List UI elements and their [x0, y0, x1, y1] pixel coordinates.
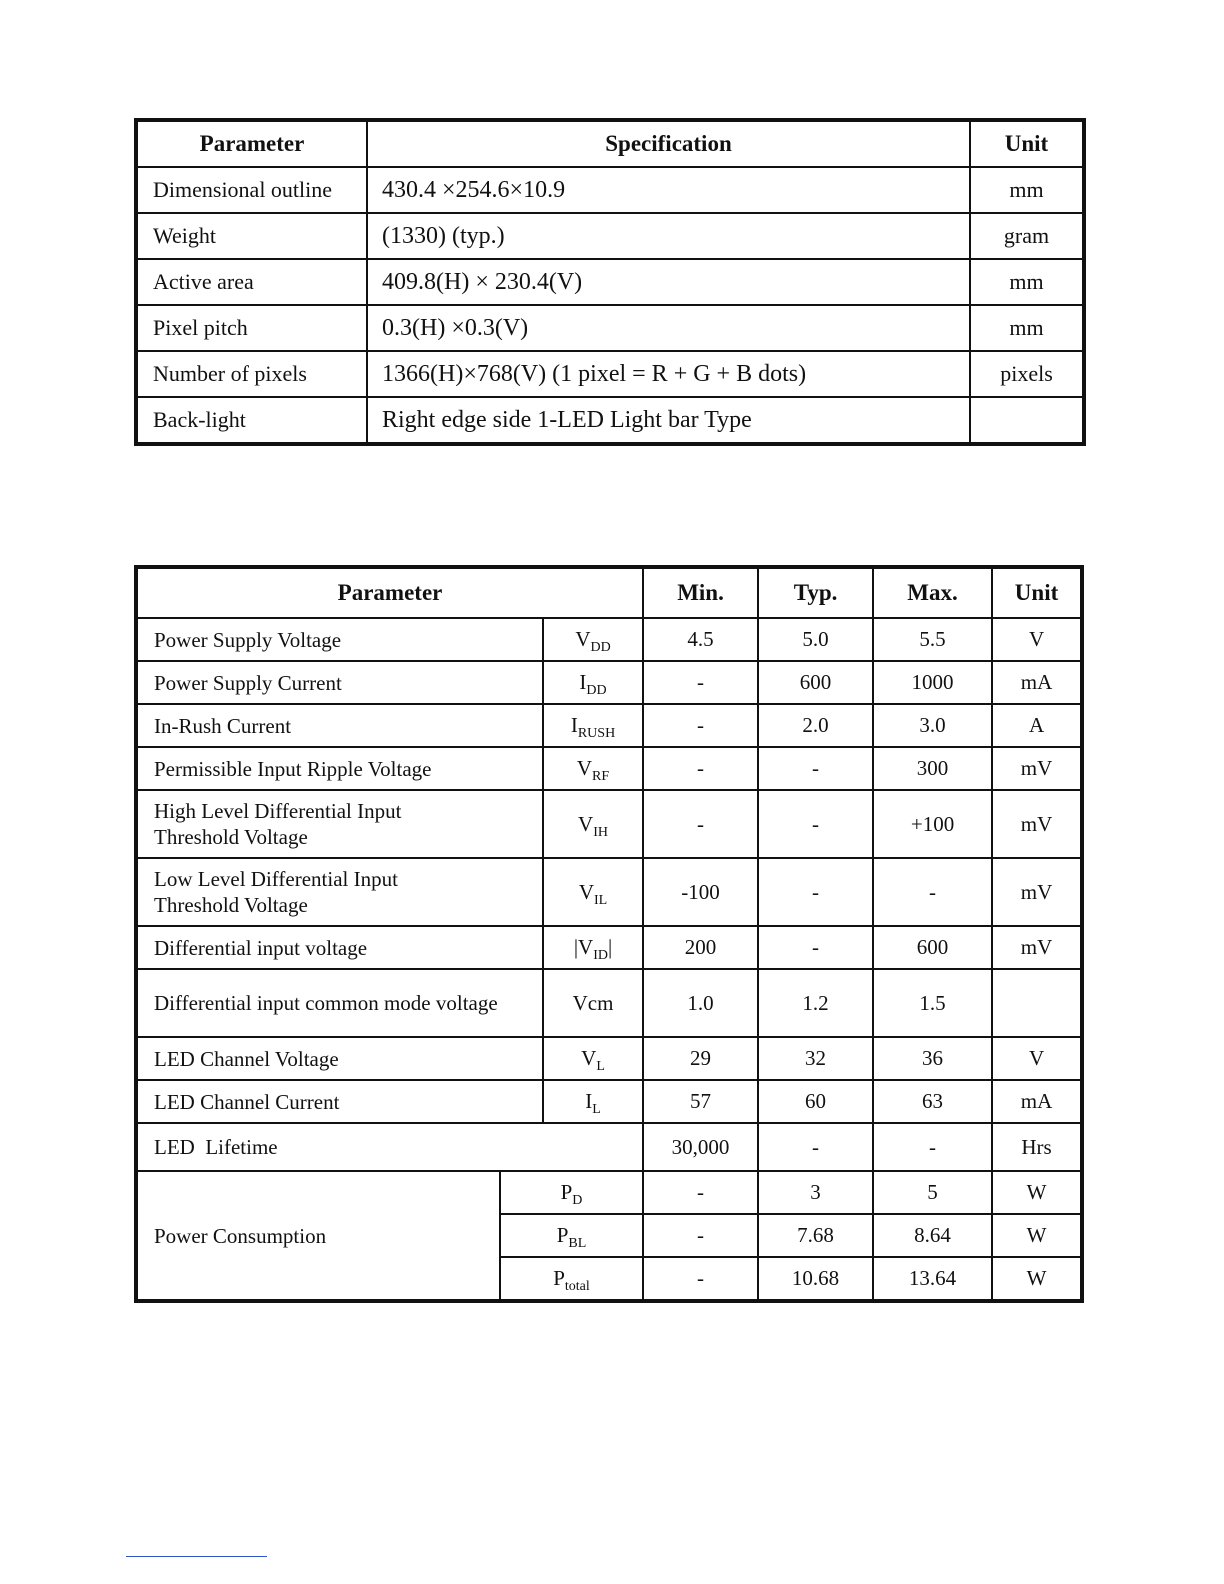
typ-cell: 600: [758, 661, 873, 704]
min-cell: 4.5: [643, 618, 758, 661]
symbol: V: [576, 756, 593, 780]
symbol: V: [578, 879, 594, 904]
typ-cell: -: [758, 790, 873, 858]
unit-cell: mV: [992, 858, 1082, 926]
typ-cell: 60: [758, 1080, 873, 1123]
max-cell: 36: [873, 1037, 992, 1080]
column-header: Unit: [992, 567, 1082, 618]
symbol: I: [570, 713, 578, 737]
parameter-cell: [136, 790, 543, 858]
specification-cell: 430.4 ×254.6×10.9: [367, 167, 970, 213]
unit-cell: W: [992, 1171, 1082, 1214]
min-cell: -: [643, 661, 758, 704]
symbol-cell: [543, 926, 643, 969]
parameter-cell: Active area: [136, 259, 367, 305]
symbol: P: [556, 1223, 569, 1247]
unit-cell: gram: [970, 213, 1084, 259]
max-cell: -: [873, 1123, 992, 1171]
spec-table: [134, 118, 1086, 446]
symbol: |: [607, 935, 613, 959]
typ-cell: 5.0: [758, 618, 873, 661]
min-cell: -: [643, 1171, 758, 1214]
table-row: [136, 1171, 1082, 1214]
symbol: P: [560, 1180, 573, 1204]
min-cell: 1.0: [643, 969, 758, 1037]
table-row: [136, 305, 1084, 351]
symbol-subscript: IH: [593, 824, 608, 840]
parameter-line: High Level Differential Input: [154, 799, 402, 823]
min-cell: -: [643, 790, 758, 858]
symbol: P: [553, 1266, 565, 1290]
parameter-cell: Differential input voltage: [136, 926, 543, 969]
specification-cell: 0.3(H) ×0.3(V): [367, 305, 970, 351]
symbol-cell: [543, 790, 643, 858]
min-cell: 200: [643, 926, 758, 969]
typ-cell: 7.68: [758, 1214, 873, 1257]
symbol-subscript: RUSH: [577, 726, 616, 741]
symbol-cell: [543, 1037, 643, 1080]
symbol-subscript: L: [596, 1059, 605, 1074]
unit-cell: A: [992, 704, 1082, 747]
min-cell: -: [643, 704, 758, 747]
table-row: [136, 618, 1082, 661]
symbol: V: [575, 627, 591, 651]
max-cell: -: [873, 858, 992, 926]
symbol-cell: [500, 1214, 643, 1257]
column-header: Specification: [367, 120, 970, 167]
symbol-cell: [500, 1171, 643, 1214]
unit-cell: [970, 397, 1084, 444]
symbol-subscript: BL: [568, 1236, 587, 1251]
parameter-cell: Power Supply Voltage: [136, 618, 543, 661]
unit-cell: mm: [970, 167, 1084, 213]
unit-cell: Hrs: [992, 1123, 1082, 1171]
unit-cell: W: [992, 1214, 1082, 1257]
unit-cell: mA: [992, 661, 1082, 704]
max-cell: 300: [873, 747, 992, 790]
unit-cell: [992, 969, 1082, 1037]
typ-cell: -: [758, 747, 873, 790]
parameter-cell: Weight: [136, 213, 367, 259]
symbol: V: [581, 1046, 597, 1070]
symbol-subscript: D: [572, 1193, 583, 1208]
unit-cell: pixels: [970, 351, 1084, 397]
parameter-cell: Back-light: [136, 397, 367, 444]
typ-cell: 10.68: [758, 1257, 873, 1301]
unit-cell: V: [992, 1037, 1082, 1080]
max-cell: 13.64: [873, 1257, 992, 1301]
electrical-table: [134, 565, 1084, 1303]
table-row: [136, 704, 1082, 747]
symbol: I: [579, 670, 587, 694]
typ-cell: -: [758, 858, 873, 926]
parameter-line: Low Level Differential Input: [154, 867, 398, 891]
parameter-cell: Permissible Input Ripple Voltage: [136, 747, 543, 790]
max-cell: 1000: [873, 661, 992, 704]
unit-cell: mV: [992, 747, 1082, 790]
specification-cell: (1330) (typ.): [367, 213, 970, 259]
symbol-subscript: ID: [593, 948, 608, 963]
parameter-line: Threshold Voltage: [154, 825, 308, 849]
parameter-cell: Pixel pitch: [136, 305, 367, 351]
column-header: Typ.: [758, 567, 873, 618]
unit-cell: W: [992, 1257, 1082, 1301]
parameter-cell: Differential input common mode voltage: [136, 969, 543, 1037]
table-row: [136, 1123, 1082, 1171]
symbol-subscript: DD: [590, 640, 611, 655]
parameter-cell: Power Consumption: [136, 1171, 500, 1301]
symbol-cell: [543, 858, 643, 926]
max-cell: 5.5: [873, 618, 992, 661]
min-cell: 30,000: [643, 1123, 758, 1171]
specification-cell: 409.8(H) × 230.4(V): [367, 259, 970, 305]
max-cell: +100: [873, 790, 992, 858]
symbol-subscript: IL: [593, 892, 608, 908]
min-cell: -100: [643, 858, 758, 926]
symbol-subscript: DD: [586, 683, 607, 698]
table-row: [136, 1080, 1082, 1123]
symbol-cell: [543, 618, 643, 661]
parameter-cell: Power Supply Current: [136, 661, 543, 704]
max-cell: 1.5: [873, 969, 992, 1037]
typ-cell: -: [758, 926, 873, 969]
unit-cell: mm: [970, 305, 1084, 351]
table-row: [136, 969, 1082, 1037]
symbol: |V: [573, 935, 594, 959]
footnote-separator: [126, 1556, 267, 1557]
symbol: V: [578, 811, 594, 836]
column-header: Min.: [643, 567, 758, 618]
symbol-subscript: L: [592, 1102, 601, 1117]
typ-cell: 2.0: [758, 704, 873, 747]
parameter-cell: LED Channel Voltage: [136, 1037, 543, 1080]
specification-cell: Right edge side 1-LED Light bar Type: [367, 397, 970, 444]
symbol-cell: [543, 1080, 643, 1123]
symbol-cell: [543, 747, 643, 790]
symbol: I: [585, 1089, 593, 1113]
min-cell: 57: [643, 1080, 758, 1123]
parameter-line: Threshold Voltage: [154, 893, 308, 917]
table-row: [136, 167, 1084, 213]
parameter-cell: LED Lifetime: [136, 1123, 643, 1171]
min-cell: -: [643, 747, 758, 790]
table-row: [136, 351, 1084, 397]
table-header-row: [136, 567, 1082, 618]
symbol-cell: [500, 1257, 643, 1301]
table-header-row: [136, 120, 1084, 167]
table-row: [136, 259, 1084, 305]
table-row: [136, 926, 1082, 969]
table-row: [136, 661, 1082, 704]
parameter-cell: LED Channel Current: [136, 1080, 543, 1123]
symbol-subscript: RF: [592, 769, 610, 784]
max-cell: 3.0: [873, 704, 992, 747]
typ-cell: 1.2: [758, 969, 873, 1037]
typ-cell: 32: [758, 1037, 873, 1080]
typ-cell: -: [758, 1123, 873, 1171]
column-header: Parameter: [136, 567, 643, 618]
min-cell: -: [643, 1214, 758, 1257]
table-row: [136, 747, 1082, 790]
table-row: [136, 858, 1082, 926]
symbol-cell: Vcm: [543, 969, 643, 1037]
column-header: Max.: [873, 567, 992, 618]
max-cell: 600: [873, 926, 992, 969]
specification-cell: 1366(H)×768(V) (1 pixel = R + G + B dots): [367, 351, 970, 397]
unit-cell: mA: [992, 1080, 1082, 1123]
parameter-cell: Dimensional outline: [136, 167, 367, 213]
symbol-subscript: total: [564, 1279, 590, 1294]
max-cell: 63: [873, 1080, 992, 1123]
parameter-cell: Number of pixels: [136, 351, 367, 397]
typ-cell: 3: [758, 1171, 873, 1214]
max-cell: 5: [873, 1171, 992, 1214]
min-cell: 29: [643, 1037, 758, 1080]
table-row: [136, 790, 1082, 858]
symbol-cell: [543, 704, 643, 747]
parameter-cell: In-Rush Current: [136, 704, 543, 747]
unit-cell: V: [992, 618, 1082, 661]
max-cell: 8.64: [873, 1214, 992, 1257]
unit-cell: mV: [992, 790, 1082, 858]
table-row: [136, 1037, 1082, 1080]
table-row: [136, 213, 1084, 259]
parameter-cell: [136, 858, 543, 926]
column-header: Unit: [970, 120, 1084, 167]
table-row: [136, 397, 1084, 444]
unit-cell: mV: [992, 926, 1082, 969]
column-header: Parameter: [136, 120, 367, 167]
min-cell: -: [643, 1257, 758, 1301]
symbol-cell: [543, 661, 643, 704]
unit-cell: mm: [970, 259, 1084, 305]
